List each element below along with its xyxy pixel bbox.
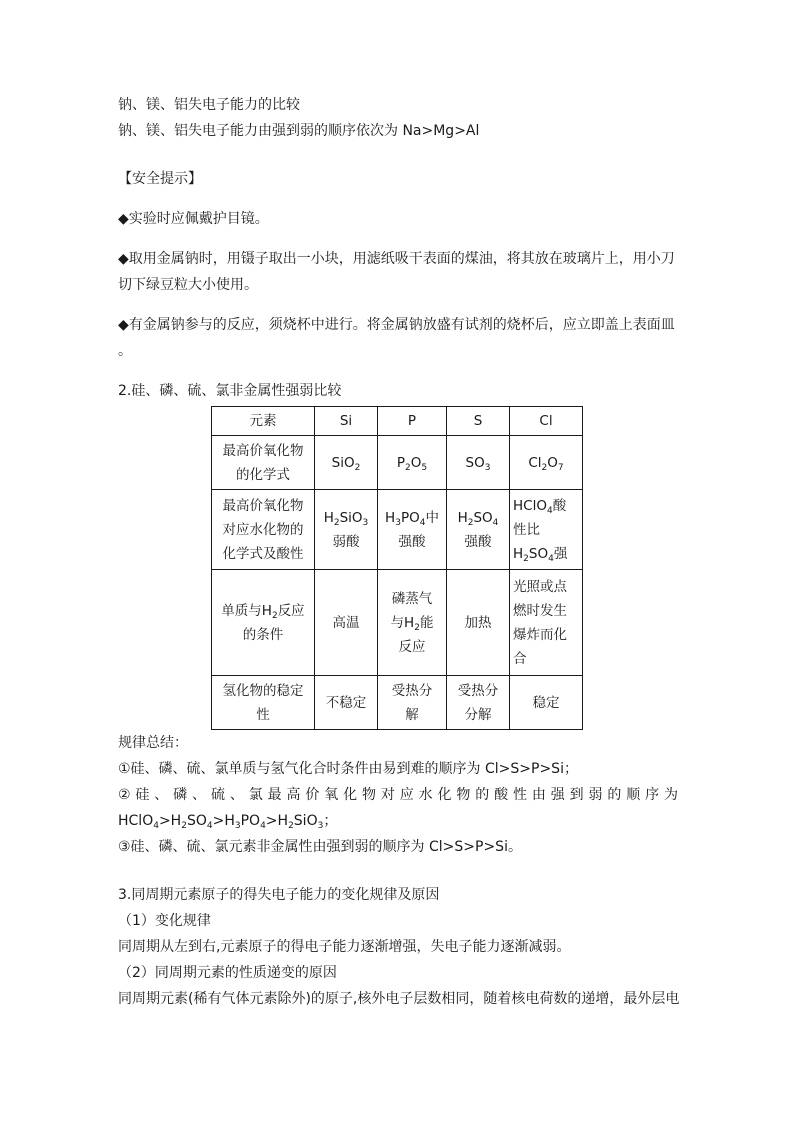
oxide-si: SiO$_2$ <box>315 436 378 490</box>
oxide-cl: $Cl_2O_7$ <box>510 436 583 490</box>
section-2-title: 2.硅、磷、硫、氯非金属性强弱比较 <box>118 383 342 399</box>
stability-p: 受热分 解 <box>378 676 447 730</box>
header-cl: Cl <box>510 407 583 436</box>
condition-p: 磷蒸气 与$H_2$能 反应 <box>378 570 447 676</box>
safety-title: 【安全提示】 <box>118 171 202 187</box>
section-3-sub-1: （1）变化规律 <box>118 913 211 929</box>
acid-s: $H_2SO_4$ 强酸 <box>447 490 510 570</box>
safety-item-2-line-1: ◆取用金属钠时，用镊子取出一小块，用滤纸吸干表面的煤油，将其放在玻璃片上，用小刀 <box>118 251 675 267</box>
summary-title: 规律总结： <box>118 735 188 751</box>
section-3-text-1: 同周期从左到右,元素原子的得电子能力逐渐增强，失电子能力逐渐减弱。 <box>118 939 571 955</box>
header-si: Si <box>315 407 378 436</box>
safety-item-1: ◆实验时应佩戴护目镜。 <box>118 211 269 227</box>
row-label-stability: 氢化物的稳定 性 <box>212 676 315 730</box>
safety-item-2-line-2: 切下绿豆粒大小使用。 <box>118 277 258 293</box>
safety-item-3-line-1: ◆有金属钠参与的反应，须烧杯中进行。将金属钠放盛有试剂的烧杯后，应立即盖上表面皿 <box>118 317 675 333</box>
table-row-stability <box>212 676 583 730</box>
section-3-sub-2: （2）同周期元素的性质递变的原因 <box>118 965 337 981</box>
condition-cl: 光照或点 燃时发生 爆炸而化 合 <box>510 570 583 676</box>
table-row-oxide <box>212 436 583 490</box>
rule-3: ③硅、磷、硫、氯元素非金属性由强到弱的顺序为 Cl>S>P>Si。 <box>118 839 522 855</box>
condition-si: 高温 <box>315 570 378 676</box>
table-header-row <box>212 407 583 436</box>
oxide-p: $P_2O_5$ <box>378 436 447 490</box>
stability-cl: 稳定 <box>510 676 583 730</box>
acid-cl: HClO$_4$酸 性比 $H_2SO_4$强 <box>510 490 583 570</box>
nonmetal-comparison-table <box>211 406 583 730</box>
section-3-text-2: 同周期元素(稀有气体元素除外)的原子,核外电子层数相同，随着核电荷数的递增，最外层电 <box>118 991 680 1007</box>
intro-line-2: 钠、镁、铝失电子能力由强到弱的顺序依次为 Na>Mg>Al <box>118 123 480 139</box>
stability-si: 不稳定 <box>315 676 378 730</box>
rule-2-line-2: $HClO_4>H_2SO_4>H_3PO_4>H_2SiO_3$； <box>118 813 338 831</box>
intro-line-1: 钠、镁、铝失电子能力的比较 <box>118 97 300 113</box>
acid-p: $H_3PO_4$中 强酸 <box>378 490 447 570</box>
row-label-acid: 最高价氧化物 对应水化物的 化学式及酸性 <box>212 490 315 570</box>
table-row-condition <box>212 570 583 676</box>
safety-item-3-line-2: 。 <box>118 343 132 359</box>
condition-s: 加热 <box>447 570 510 676</box>
table-row-acid <box>212 490 583 570</box>
stability-s: 受热分 分解 <box>447 676 510 730</box>
rule-1: ①硅、磷、硫、氯单质与氢气化合时条件由易到难的顺序为 Cl>S>P>Si； <box>118 761 578 777</box>
header-element: 元素 <box>212 407 315 436</box>
rule-2-line-1: ② 硅 、 磷 、 硫 、 氯 最 高 价 氧 化 物 对 应 水 化 物 的 酸 性 由 强 到 弱 的 顺 序 为 <box>118 787 678 803</box>
row-label-condition: 单质与$H_2$反应 的条件 <box>212 570 315 676</box>
header-p: P <box>378 407 447 436</box>
acid-si: $H_2SiO_3$ 弱酸 <box>315 490 378 570</box>
header-s: S <box>447 407 510 436</box>
row-label-oxide: 最高价氧化物 的化学式 <box>212 436 315 490</box>
section-3-title: 3.同周期元素原子的得失电子能力的变化规律及原因 <box>118 887 440 903</box>
document-page <box>118 92 678 1012</box>
oxide-s: $SO_3$ <box>447 436 510 490</box>
